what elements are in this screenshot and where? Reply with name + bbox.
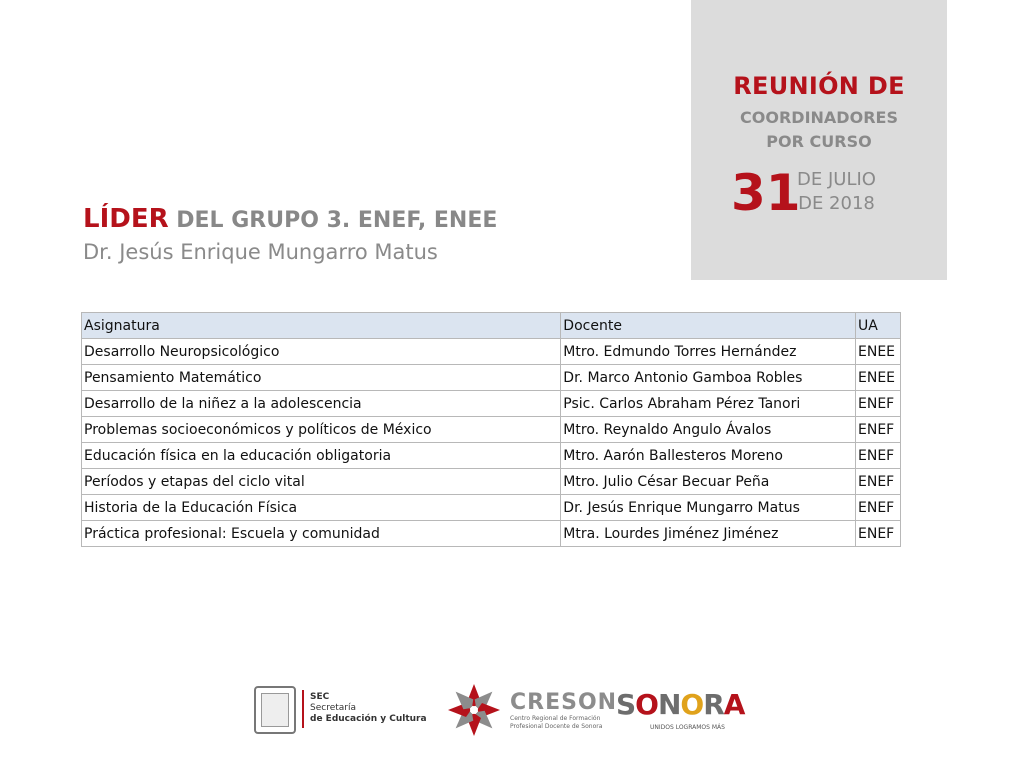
sec-line-educacion: de Educación y Cultura	[310, 714, 427, 724]
cell-ua: ENEE	[856, 339, 901, 365]
page-subtitle: Dr. Jesús Enrique Mungarro Matus	[83, 240, 438, 264]
badge-subtitle	[691, 106, 947, 154]
badge-month-line1: DE JULIO	[797, 169, 876, 190]
page-title-rest: DEL GRUPO 3. ENEF, ENEE	[168, 208, 498, 233]
cell-ua: ENEF	[856, 417, 901, 443]
courses-table	[81, 312, 901, 547]
cell-asignatura: Pensamiento Matemático	[82, 365, 561, 391]
cell-ua: ENEF	[856, 469, 901, 495]
cell-docente: Dr. Marco Antonio Gamboa Robles	[561, 365, 856, 391]
badge-month	[797, 168, 876, 216]
table-row	[82, 391, 901, 417]
badge-month-line2: DE 2018	[798, 193, 875, 214]
cell-docente: Mtro. Julio César Becuar Peña	[561, 469, 856, 495]
cell-ua: ENEF	[856, 495, 901, 521]
cell-asignatura: Períodos y etapas del ciclo vital	[82, 469, 561, 495]
sonora-logo	[616, 688, 756, 731]
badge-line-coordinadores: COORDINADORES	[740, 108, 898, 127]
cell-asignatura: Desarrollo de la niñez a la adolescencia	[82, 391, 561, 417]
sec-acronym: SEC	[310, 692, 330, 702]
creson-sub-line1: Centro Regional de Formación	[510, 715, 601, 722]
cell-ua: ENEF	[856, 443, 901, 469]
cell-asignatura: Problemas socioeconómicos y políticos de México	[82, 417, 561, 443]
creson-name: CRESON	[510, 690, 618, 715]
table-row	[82, 443, 901, 469]
cell-docente: Mtro. Edmundo Torres Hernández	[561, 339, 856, 365]
sec-divider	[302, 690, 304, 728]
meeting-badge	[691, 0, 947, 280]
table-header-row	[82, 313, 901, 339]
creson-sub-line2: Profesional Docente de Sonora	[510, 723, 603, 730]
cell-docente: Mtro. Reynaldo Angulo Ávalos	[561, 417, 856, 443]
creson-logo-text	[510, 690, 617, 731]
sec-line-secretaria: Secretaría	[310, 703, 356, 713]
badge-title: REUNIÓN DE	[733, 72, 905, 100]
footer-logos	[250, 678, 760, 748]
column-header-ua: UA	[856, 313, 901, 339]
column-header-docente: Docente	[561, 313, 856, 339]
cell-docente: Mtra. Lourdes Jiménez Jiménez	[561, 521, 856, 547]
table-row	[82, 339, 901, 365]
badge-day: 31	[731, 164, 801, 222]
cell-asignatura: Desarrollo Neuropsicológico	[82, 339, 561, 365]
page-title-lead: LÍDER	[83, 204, 169, 234]
cell-asignatura: Práctica profesional: Escuela y comunidad	[82, 521, 561, 547]
cell-ua: ENEF	[856, 521, 901, 547]
sec-emblem-icon	[254, 686, 296, 734]
sonora-wordmark: SONORA	[616, 688, 745, 721]
cell-docente: Dr. Jesús Enrique Mungarro Matus	[561, 495, 856, 521]
table-row	[82, 469, 901, 495]
cell-asignatura: Educación física en la educación obligatoria	[82, 443, 561, 469]
cell-asignatura: Historia de la Educación Física	[82, 495, 561, 521]
creson-logo-icon	[446, 682, 502, 738]
table-row	[82, 521, 901, 547]
sonora-tagline: UNIDOS LOGRAMOS MÁS	[650, 724, 725, 731]
cell-ua: ENEE	[856, 365, 901, 391]
table-row	[82, 495, 901, 521]
table-row	[82, 417, 901, 443]
page-title	[83, 204, 497, 234]
badge-line-por-curso: POR CURSO	[766, 132, 872, 151]
table-row	[82, 365, 901, 391]
cell-ua: ENEF	[856, 391, 901, 417]
cell-docente: Psic. Carlos Abraham Pérez Tanori	[561, 391, 856, 417]
cell-docente: Mtro. Aarón Ballesteros Moreno	[561, 443, 856, 469]
column-header-asignatura: Asignatura	[82, 313, 561, 339]
sec-logo-text	[310, 692, 427, 725]
